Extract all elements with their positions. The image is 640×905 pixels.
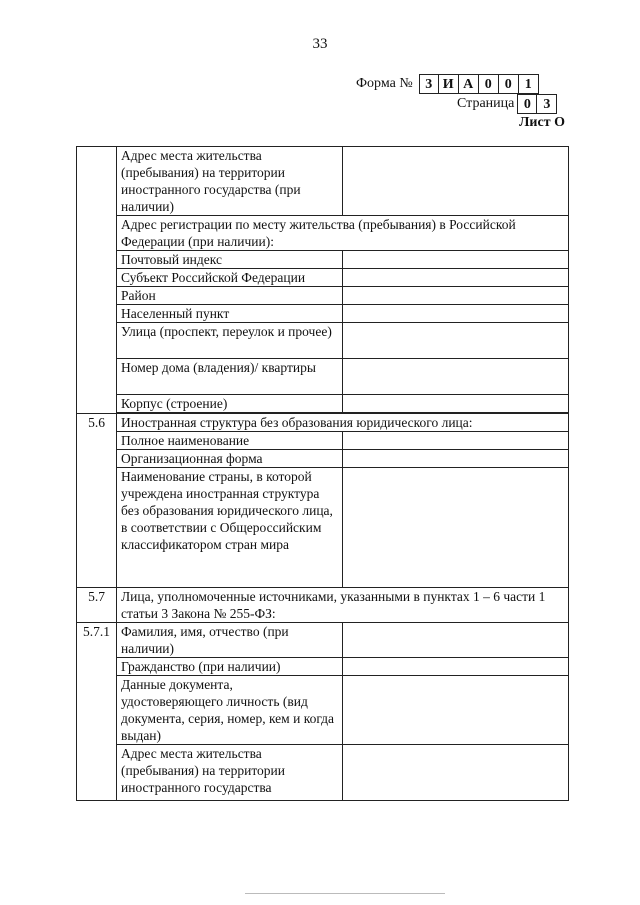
section-heading: Иностранная структура без образования юридического лица: — [117, 414, 569, 432]
table-row — [77, 450, 569, 468]
field-value[interactable] — [343, 745, 569, 801]
page-cells — [517, 94, 557, 114]
section-number: 5.6 — [77, 414, 117, 588]
field-value[interactable] — [343, 450, 569, 468]
form-code-cell: 0 — [479, 74, 499, 94]
field-label: Субъект Российской Федерации — [117, 269, 343, 287]
table-row — [77, 395, 569, 413]
field-label: Организационная форма — [117, 450, 343, 468]
field-value[interactable] — [343, 676, 569, 745]
field-label: Полное наименование — [117, 432, 343, 450]
field-label: Наименование страны, в которой учреждена иностранная структура без образования юридического лица, в соответствии с Общероссийским классификатором стран мира — [117, 468, 343, 588]
field-label: Почтовый индекс — [117, 251, 343, 269]
table-row — [77, 676, 569, 745]
table-row — [77, 414, 569, 432]
section-number-empty — [77, 147, 117, 414]
form-code-cell: 1 — [519, 74, 539, 94]
page-label: Страница — [457, 96, 515, 111]
field-label: Корпус (строение) — [117, 395, 343, 413]
table-row — [77, 623, 569, 658]
section-heading: Лица, уполномоченные источниками, указанными в пунктах 1 – 6 части 1 статьи 3 Закона № 255-ФЗ: — [117, 588, 569, 623]
table-row — [77, 305, 569, 323]
form-code-cell: 3 — [419, 74, 439, 94]
field-value[interactable] — [343, 251, 569, 269]
table-row — [77, 468, 569, 588]
field-label: Гражданство (при наличии) — [117, 658, 343, 676]
table-row — [77, 323, 569, 359]
form-code-cell: И — [439, 74, 459, 94]
section-heading: Адрес регистрации по месту жительства (пребывания) в Российской Федерации (при наличии): — [117, 216, 569, 251]
page-number: 33 — [312, 36, 328, 52]
field-value[interactable] — [343, 287, 569, 305]
table-row — [77, 588, 569, 623]
form-code-cell: А — [459, 74, 479, 94]
page-code-cell: 0 — [517, 94, 537, 114]
sheet-label: Лист О — [519, 115, 565, 130]
field-value[interactable] — [343, 269, 569, 287]
table-row — [77, 269, 569, 287]
field-label: Адрес места жительства (пребывания) на территории иностранного государства — [117, 745, 343, 801]
field-value[interactable] — [343, 468, 569, 588]
form-number-label: Форма № — [356, 76, 413, 91]
table-row — [77, 658, 569, 676]
page-row — [457, 94, 557, 114]
form-code-cell: 0 — [499, 74, 519, 94]
field-label: Адрес места жительства (пребывания) на территории иностранного государства (при наличии) — [117, 147, 343, 216]
table-row — [77, 147, 569, 216]
form-number-row — [356, 74, 539, 94]
field-label: Фамилия, имя, отчество (при наличии) — [117, 623, 343, 658]
field-value[interactable] — [343, 623, 569, 658]
section-number: 5.7 — [77, 588, 117, 623]
table-row — [77, 359, 569, 395]
table-row — [77, 432, 569, 450]
field-label: Данные документа, удостоверяющего личность (вид документа, серия, номер, кем и когда выдан) — [117, 676, 343, 745]
field-value[interactable] — [343, 395, 569, 413]
table-row — [77, 216, 569, 251]
field-label: Улица (проспект, переулок и прочее) — [117, 323, 343, 359]
table-row — [77, 745, 569, 801]
field-label: Номер дома (владения)/ квартиры — [117, 359, 343, 395]
bottom-divider — [245, 893, 445, 894]
field-value[interactable] — [343, 432, 569, 450]
form-number-cells — [419, 74, 539, 94]
field-label: Район — [117, 287, 343, 305]
form-table — [76, 146, 569, 801]
table-row — [77, 251, 569, 269]
field-value[interactable] — [343, 305, 569, 323]
section-number: 5.7.1 — [77, 623, 117, 801]
field-value[interactable] — [343, 359, 569, 395]
page-code-cell: 3 — [537, 94, 557, 114]
field-value[interactable] — [343, 323, 569, 359]
table-row — [77, 287, 569, 305]
field-value[interactable] — [343, 147, 569, 216]
field-value[interactable] — [343, 658, 569, 676]
field-label: Населенный пункт — [117, 305, 343, 323]
